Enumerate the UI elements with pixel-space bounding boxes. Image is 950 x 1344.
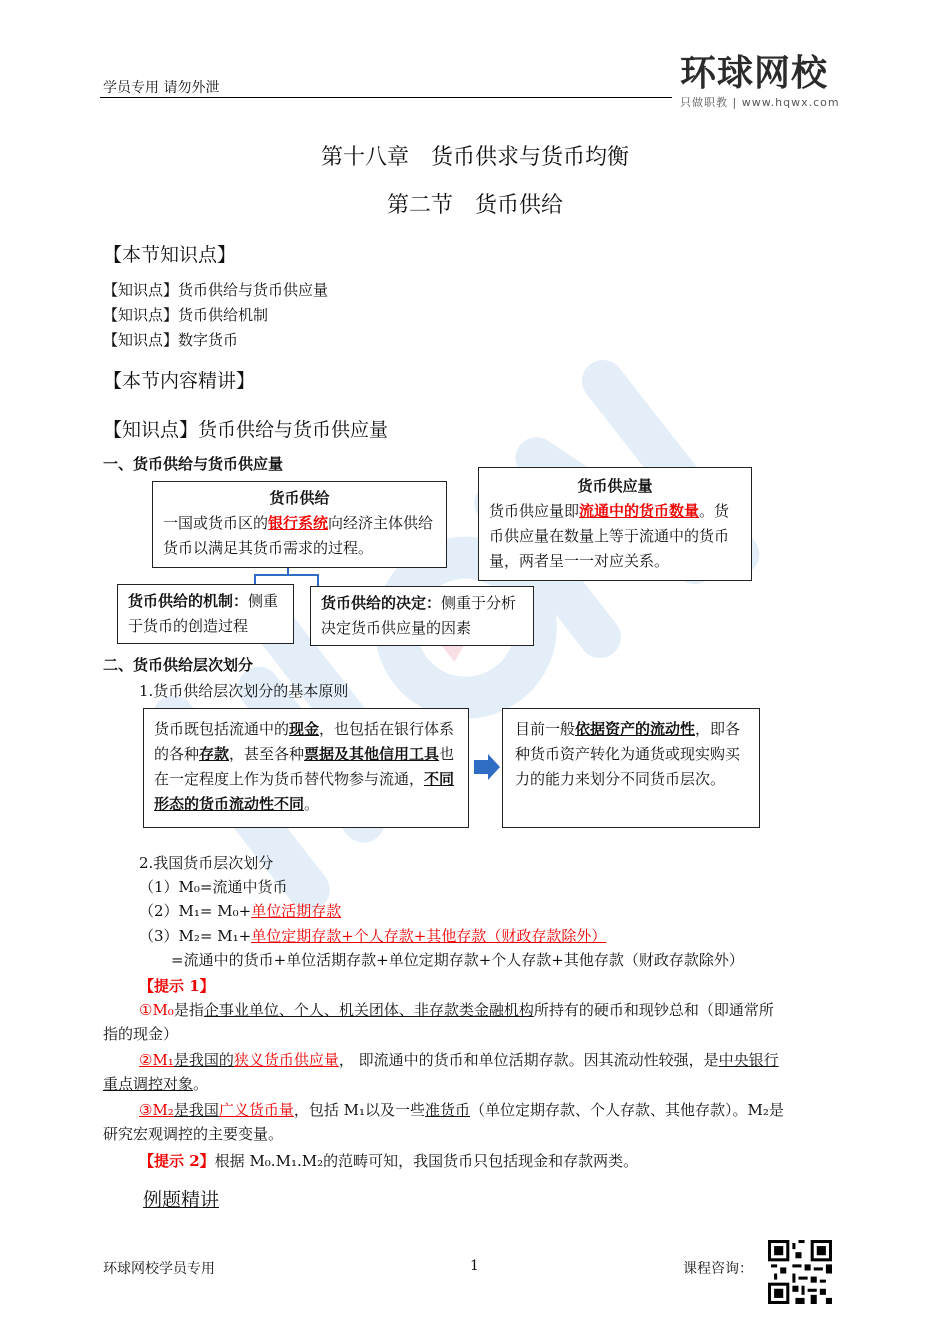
- chapter-title: 第十八章 货币供求与货币均衡: [320, 145, 629, 170]
- box-supply-mechanism-label: 货币供给的机制：: [128, 592, 249, 610]
- m0-definition: （1）M₀=流通中货币: [139, 878, 288, 896]
- box-money-supply-highlight: 银行系统: [268, 514, 329, 532]
- knowledge-point-1: 【知识点】货币供给与货币供应量: [103, 281, 329, 299]
- box-money-supply-text-pre: 一国或货币区的: [163, 514, 269, 532]
- tip1-l2-text1: 是我国的: [173, 1051, 234, 1069]
- tip1-label: 【提示 1】: [139, 977, 215, 995]
- tip1-l2-end: 。: [193, 1075, 209, 1093]
- logo: [680, 54, 850, 112]
- m1-highlight: 单位活期存款: [251, 902, 342, 920]
- box-money-quantity-text-post: 。货币供应量在数量上等于流通中的货币量，两者呈一一对应关系。: [489, 502, 730, 570]
- principle-key-deposit: 存款: [199, 745, 230, 763]
- section-title: 第二节 货币供给: [386, 193, 563, 218]
- part1-heading: 一、货币供给与货币供应量: [103, 455, 284, 473]
- tip1-l1-num: ①M₀: [139, 1001, 174, 1019]
- tip1-line3: [103, 1098, 845, 1122]
- part2-sub2: 2.我国货币层次划分: [139, 854, 274, 872]
- tip1-line3-cont: 研究宏观调控的主要变量。: [103, 1125, 284, 1143]
- tip2-text: 根据 M₀.M₁.M₂的范畴可知，我国货币只包括现金和存款两类。: [214, 1152, 639, 1170]
- content-heading: 【本节内容精讲】: [103, 370, 256, 392]
- box-money-supply-title: 货币供给: [269, 489, 330, 507]
- footer-consult-text: 课程咨询：: [683, 1261, 753, 1277]
- header-divider: [100, 97, 672, 98]
- principle-text-1: 货币既包括流通中的: [154, 720, 290, 738]
- footer-left-text: 环球网校学员专用: [103, 1261, 215, 1277]
- tip2: [139, 1149, 638, 1173]
- box-principle-right: [502, 708, 760, 828]
- box-money-quantity-highlight: 流通中的货币数量: [579, 502, 700, 520]
- logo-sub-text: 只做职教 | www.hqwx.com: [680, 96, 840, 109]
- tip1-l3-text3: （单位定期存款、个人存款、其他存款）。M₂是: [470, 1101, 784, 1119]
- tip1-l3-text2: ，包括 M₁以及一些: [293, 1101, 426, 1119]
- box-money-quantity-text-pre: 货币供应量即: [489, 502, 580, 520]
- principle-text-3: ，甚至各种: [229, 745, 305, 763]
- principle-text-4: 也在一定程度上作为货币替代物参与流通，: [154, 745, 455, 788]
- tip1-l2-num: ②M₁: [139, 1051, 174, 1069]
- tip1-l2-underlined: 中央银行: [718, 1051, 779, 1069]
- arrow-right-icon: [472, 752, 502, 782]
- principle-key-instruments: 票据及其他信用工具: [304, 745, 440, 763]
- tip1-l2-highlight: 狭义货币供应量: [233, 1051, 339, 1069]
- box-money-quantity-title: 货币供应量: [577, 477, 653, 495]
- m2-definition: [139, 924, 606, 948]
- tip1-l3-highlight: 广义货币量: [218, 1101, 294, 1119]
- box-supply-decision-label: 货币供给的决定：: [321, 594, 442, 612]
- tip1-l3-num: ③M₂: [139, 1101, 174, 1119]
- principle-text-2: ，也包括在银行体系的各种: [154, 720, 455, 763]
- m2-prefix: （3）M₂= M₁+: [139, 927, 252, 945]
- tip1-l3-text1: 是我国: [173, 1101, 219, 1119]
- tip2-label: 【提示 2】: [139, 1152, 215, 1170]
- principle-key-liquidity: 不同形态的货币流动性不同: [154, 770, 455, 813]
- box-supply-mechanism: [117, 584, 294, 644]
- m2-expansion: =流通中的货币+单位活期存款+单位定期存款+个人存款+其他存款（财政存款除外）: [171, 951, 744, 969]
- qr-code-icon[interactable]: [768, 1240, 832, 1304]
- box-supply-decision-text: 侧重于分析决定货币供应量的因素: [321, 594, 517, 637]
- box-money-supply: [152, 481, 447, 568]
- principle-right-text-1: 目前一般: [515, 720, 576, 738]
- m1-definition: [139, 899, 341, 923]
- box-principle-left: [143, 708, 469, 828]
- box-supply-decision: [310, 586, 534, 646]
- box-supply-mechanism-text: 侧重于货币的创造过程: [128, 592, 279, 635]
- tip1-l3-underlined: 准货币: [425, 1101, 471, 1119]
- principle-key-cash: 现金: [289, 720, 320, 738]
- tip1-line1-cont: 指的现金）: [103, 1025, 179, 1043]
- box-money-supply-text-post: 向经济主体供给货币以满足其货币需求的过程。: [163, 514, 434, 557]
- tip1-line1: [103, 998, 845, 1022]
- tip1-l1-text1: 是指: [173, 1001, 204, 1019]
- page-number: 1: [470, 1258, 479, 1274]
- knowledge-heading: 【本节知识点】: [103, 244, 237, 266]
- tip1-l1-underlined: 企事业单位、个人、机关团体、非存款类金融机构: [203, 1001, 534, 1019]
- kp-heading: 【知识点】货币供给与货币供应量: [103, 419, 389, 441]
- principle-right-key: 依据资产的流动性: [575, 720, 696, 738]
- tip1-line2: [103, 1048, 845, 1072]
- part2-heading: 二、货币供给层次划分: [103, 656, 254, 674]
- box-money-quantity: [478, 467, 752, 581]
- tip1-l2-text2: ， 即流通中的货币和单位活期存款。因其流动性较强，是: [338, 1051, 719, 1069]
- tip1-l2-cont-text: 重点调控对象: [103, 1075, 194, 1093]
- principle-text-5: 。: [304, 795, 320, 813]
- knowledge-point-2: 【知识点】货币供给机制: [103, 306, 269, 324]
- m2-highlight: 单位定期存款+个人存款+其他存款（财政存款除外）: [251, 927, 607, 945]
- logo-main-text: 环球网校: [680, 53, 829, 94]
- principle-right-text-2: ，即各种货币资产转化为通货或现实购买力的能力来划分不同货币层次。: [515, 720, 741, 788]
- tip1-line2-cont: [103, 1072, 208, 1096]
- header-confidential-text: 学员专用 请勿外泄: [103, 80, 220, 96]
- example-heading: 例题精讲: [143, 1189, 220, 1211]
- tip1-l1-text2: 所持有的硬币和现钞总和（即通常所: [533, 1001, 774, 1019]
- knowledge-point-3: 【知识点】数字货币: [103, 331, 239, 349]
- part2-sub1: 1.货币供给层次划分的基本原则: [139, 682, 349, 700]
- m1-prefix: （2）M₁= M₀+: [139, 902, 252, 920]
